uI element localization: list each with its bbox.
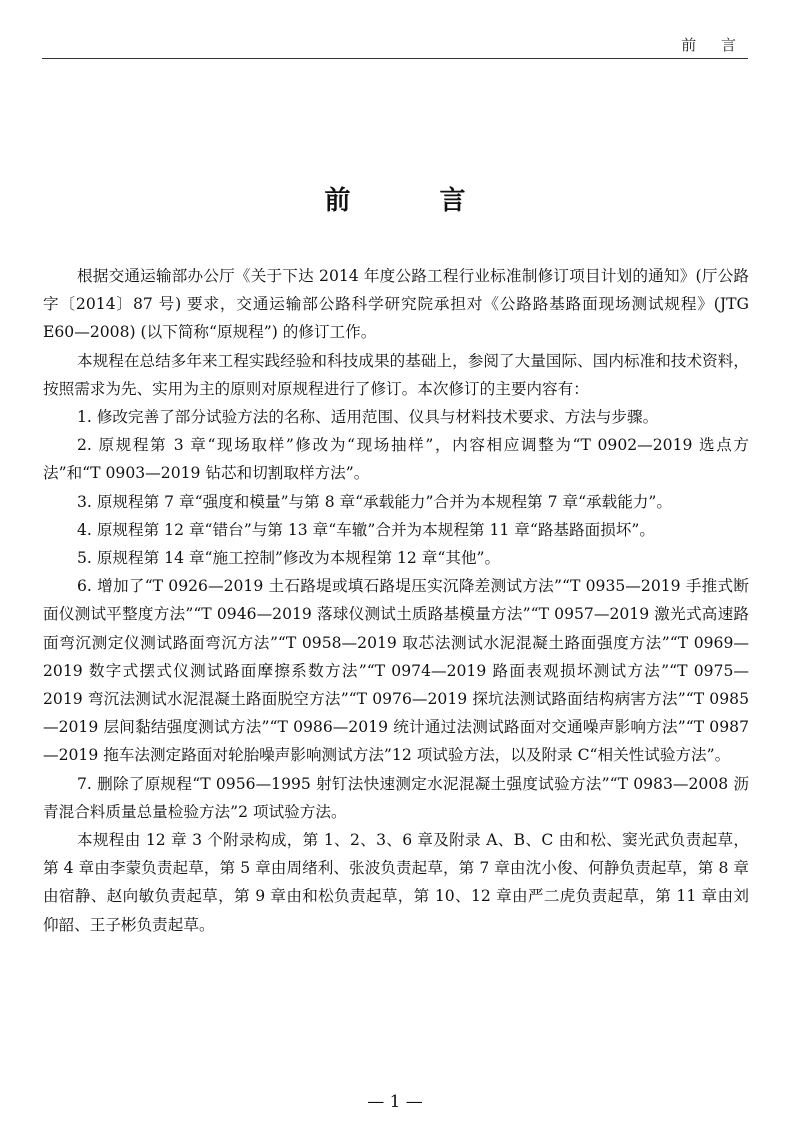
page-number: — 1 — <box>367 1092 423 1112</box>
list-item-5: 5. 原规程第 14 章“施工控制”修改为本规程第 12 章“其他”。 <box>77 549 501 568</box>
paragraph-authors: 本规程由 12 章 3 个附录构成，第 1、2、3、6 章及附录 A、B、C 由和松、窦光武负责起草，第 4 章由李蒙负责起草，第 5 章由周绪利、张波负责起草，第 7 章由沈小俊、何静负责起草，第 8 章由宿静、赵向敏负责起草，第 9 章由和松负责起草，第 10、12 章由严二虎负责起草，第 11 章由刘仰韶、王子彬负责起草。 <box>43 831 749 934</box>
running-header-title: 前 言 <box>681 36 746 54</box>
page-title: 前 言 <box>324 186 506 216</box>
list-item-1: 1. 修改完善了部分试验方法的名称、适用范围、仪具与材料技术要求、方法与步骤。 <box>77 408 659 427</box>
body-text <box>43 262 749 939</box>
header-rule <box>42 58 748 59</box>
paragraph-revision-intro: 本规程在总结多年来工程实践经验和科技成果的基础上，参阅了大量国际、国内标准和技术资料，按照需求为先、实用为主的原则对原规程进行了修订。本次修订的主要内容有： <box>43 351 749 398</box>
list-item-6: 6. 增加了“T 0926—2019 土石路堤或填石路堤压实沉降差测试方法”“T 0935—2019 手推式断面仪测试平整度方法”“T 0946—2019 落球仪测试土质路基模量方法”“T 0957—2019 激光式高速路面弯沉测定仪测试路面弯沉方法”“T 0958—2019 取芯法测试水泥混凝土路面强度方法”“T 0969—2019 数字式摆式仪测试路面摩擦系数方法”“T 0974—2019 路面表观损坏测试方法”“T 0975—2019 弯沉法测试水泥混凝土路面脱空方法”“T 0976—2019 探坑法测试路面结构病害方法”“T 0985—2019 层间黏结强度测试方法”“T 0986—2019 统计通过法测试路面对交通噪声影响方法”“T 0987—2019 拖车法测定路面对轮胎噪声影响测试方法”12 项试验方法，以及附录 C“相关性试验方法”。 <box>43 577 749 765</box>
list-item-4: 4. 原规程第 12 章“错台”与第 13 章“车辙”合并为本规程第 11 章“路基路面损坏”。 <box>77 520 655 539</box>
paragraph-background: 根据交通运输部办公厅《关于下达 2014 年度公路工程行业标准制修订项目计划的通知》(厅公路字〔2014〕87 号) 要求，交通运输部公路科学研究院承担对《公路路基路面现场测试规程》(JTG E60—2008) (以下简称“原规程”) 的修订工作。 <box>43 267 749 342</box>
list-item-2: 2. 原规程第 3 章“现场取样”修改为“现场抽样”，内容相应调整为“T 0902—2019 选点方法”和“T 0903—2019 钻芯和切割取样方法”。 <box>43 436 749 483</box>
list-item-7: 7. 删除了原规程“T 0956—1995 射钉法快速测定水泥混凝土强度试验方法”“T 0983—2008 沥青混合料质量总量检验方法”2 项试验方法。 <box>43 774 749 821</box>
list-item-3: 3. 原规程第 7 章“强度和模量”与第 8 章“承载能力”合并为本规程第 7 章“承载能力”。 <box>77 492 672 511</box>
